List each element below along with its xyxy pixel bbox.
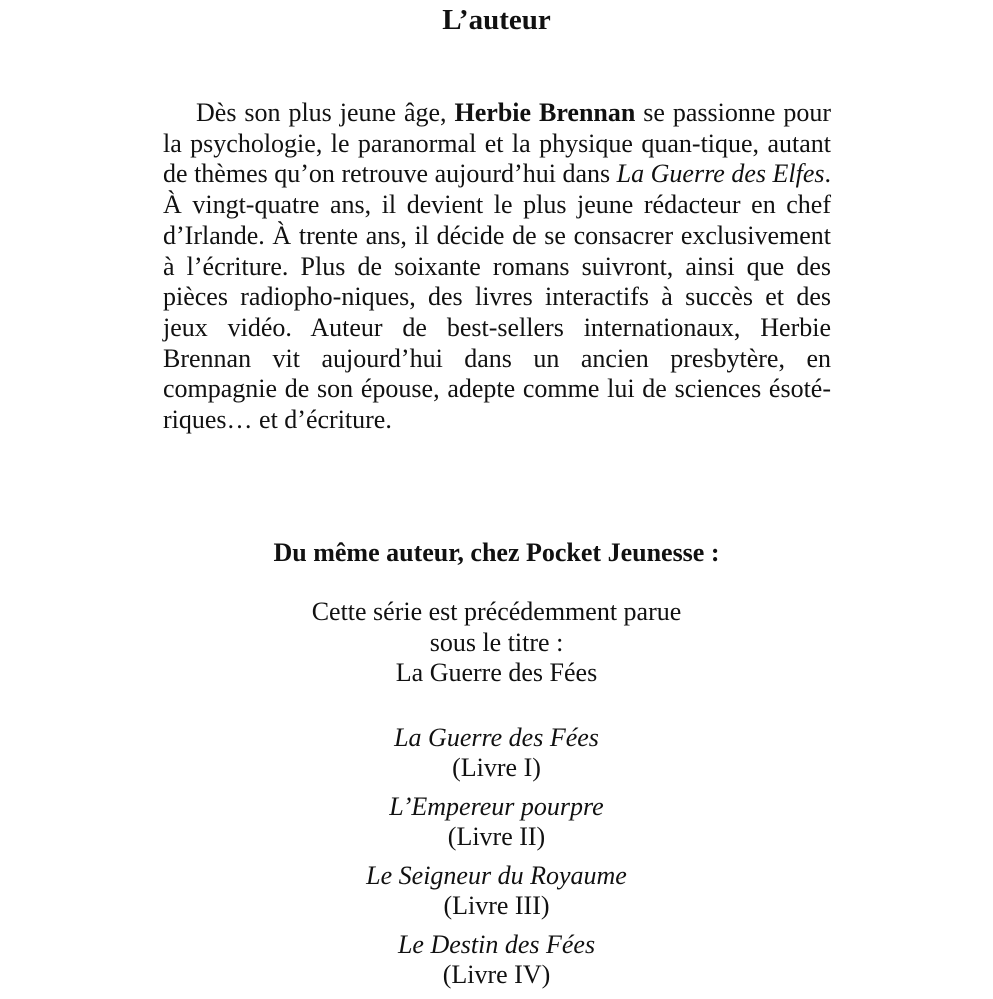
author-biography [163,98,831,436]
series-note [0,597,993,689]
book-title: Le Seigneur du Royaume [366,861,627,890]
book-title: La Guerre des Fées [394,723,599,752]
page-title: L’auteur [442,4,551,36]
book-item [0,930,993,999]
bio-text-2: . À vingt-quatre ans, il devient le plus jeune rédacteur en chef d’Irlande. À trente ans, il décide de se consacrer exclusivement à l’écriture. Plus de soixante romans suivront, ainsi que des pièces radiopho-niques, des livres interactifs à succès et des jeux vidéo. Auteur de best-sellers internationaux, Herbie Brennan vit aujourd’hui dans un ancien presbytère, en compagnie de son épouse, adepte comme lui de sciences ésoté-riques… et d’écriture. [163,159,831,435]
book-item [0,723,993,792]
book-volume: (Livre IV) [442,960,551,989]
same-author-heading: Du même auteur, chez Pocket Jeunesse : [273,538,720,567]
series-note-line: La Guerre des Fées [395,658,598,687]
series-title: La Guerre des Elfes [616,159,825,189]
book-volume: (Livre III) [443,891,550,920]
book-volume: (Livre II) [447,822,546,851]
book-title: L’Empereur pourpre [389,792,604,821]
book-list [0,723,993,999]
author-name: Herbie Brennan [454,98,636,127]
bio-text-1: se passionne pour la psychologie, le paranormal et la physique quan-tique, autant de thèmes qu’on retrouve aujourd’hui dans [163,98,832,189]
book-volume: (Livre I) [452,753,541,782]
series-note-line: Cette série est précédemment parue [311,597,682,626]
book-title: Le Destin des Fées [397,930,596,959]
series-note-line: sous le titre : [429,627,564,657]
bio-intro: Dès son plus jeune âge, [196,98,455,127]
book-item [0,792,993,861]
book-item [0,861,993,930]
